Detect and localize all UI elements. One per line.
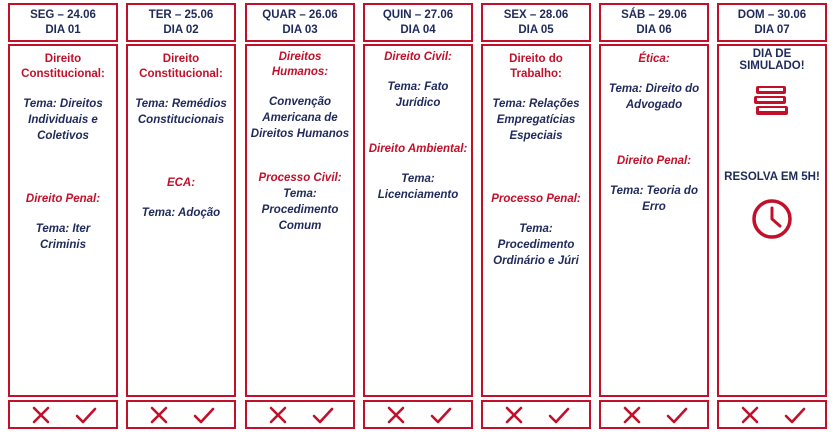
topic-label: Processo Civil: Tema: Procedimento Comum	[258, 172, 342, 232]
day-column-7	[717, 0, 827, 432]
day-date: QUIN – 27.06	[382, 8, 454, 21]
books-icon	[722, 84, 822, 123]
resolva-label: RESOLVA EM 5H!	[724, 171, 820, 183]
day-date: QUAR – 26.06	[262, 8, 338, 21]
x-icon[interactable]	[739, 404, 761, 426]
topic-label: Tema: Direito do Advogado	[608, 83, 700, 111]
topic-label: Tema: Fato Jurídico	[387, 81, 449, 109]
day-content	[363, 44, 473, 397]
check-icon[interactable]	[784, 404, 806, 426]
check-icon[interactable]	[193, 404, 215, 426]
check-icon[interactable]	[430, 404, 452, 426]
day-number: DIA 02	[163, 23, 199, 36]
topic-label: Convenção Americana de Direitos Humanos	[250, 96, 350, 140]
day-number: DIA 05	[518, 23, 554, 36]
day-column-2	[126, 0, 236, 432]
topic-label: Tema: Teoria do Erro	[610, 185, 698, 213]
subject-label: Direito Penal:	[25, 193, 101, 205]
day-column-1	[8, 0, 118, 432]
topic-label: Tema: Procedimento Ordinário e Júri	[493, 223, 579, 267]
day-footer	[245, 400, 355, 429]
topic-label: Tema: Direitos Individuais e Coletivos	[23, 98, 103, 142]
day-footer	[8, 400, 118, 429]
topic-label: Tema: Licenciamento	[377, 173, 459, 201]
day-header	[126, 3, 236, 42]
day-content	[245, 44, 355, 397]
day-column-3	[245, 0, 355, 432]
check-icon[interactable]	[312, 404, 334, 426]
topic-label: Tema: Adoção	[141, 207, 221, 219]
day-column-4	[363, 0, 473, 432]
check-icon[interactable]	[548, 404, 570, 426]
clock-icon	[722, 196, 822, 247]
check-icon[interactable]	[75, 404, 97, 426]
subject-label: ECA:	[166, 177, 196, 189]
day-date: TER – 25.06	[148, 8, 214, 21]
subject-label: Direito Ambiental:	[368, 143, 468, 155]
day-column-6	[599, 0, 709, 432]
subject-label: Ética:	[638, 53, 670, 65]
day-number: DIA 03	[282, 23, 318, 36]
day-footer	[717, 400, 827, 429]
subject-label: Direito do Trabalho:	[509, 53, 563, 80]
topic-label: Tema: Relações Empregatícias Especiais	[492, 98, 580, 142]
x-icon[interactable]	[503, 404, 525, 426]
day-header	[481, 3, 591, 42]
subject-label: Direito Penal:	[616, 155, 692, 167]
day-footer	[363, 400, 473, 429]
day-header	[599, 3, 709, 42]
day-footer	[599, 400, 709, 429]
day-header	[8, 3, 118, 42]
simulado-label: DIA DE SIMULADO!	[739, 48, 805, 72]
day-content	[8, 44, 118, 397]
day-header	[245, 3, 355, 42]
day-content	[481, 44, 591, 397]
day-number: DIA 06	[636, 23, 672, 36]
day-number: DIA 01	[45, 23, 81, 36]
day-date: DOM – 30.06	[737, 8, 807, 21]
topic-label: Tema: Remédios Constitucionais	[135, 98, 227, 126]
day-content	[599, 44, 709, 397]
day-header	[363, 3, 473, 42]
day-content	[126, 44, 236, 397]
day-header	[717, 3, 827, 42]
subject-label: Processo Penal:	[491, 193, 581, 205]
day-footer	[126, 400, 236, 429]
x-icon[interactable]	[30, 404, 52, 426]
day-footer	[481, 400, 591, 429]
day-date: SEG – 24.06	[30, 8, 96, 21]
x-icon[interactable]	[148, 404, 170, 426]
subject-label: Direito Constitucional:	[139, 53, 223, 80]
topic-label: Tema: Iter Criminis	[35, 223, 91, 251]
x-icon[interactable]	[385, 404, 407, 426]
day-number: DIA 04	[400, 23, 436, 36]
x-icon[interactable]	[267, 404, 289, 426]
day-number: DIA 07	[754, 23, 790, 36]
day-date: SEX – 28.06	[503, 8, 569, 21]
day-content	[717, 44, 827, 397]
day-date: SÁB – 29.06	[621, 8, 687, 21]
subject-label: Direito Constitucional:	[21, 53, 105, 80]
subject-label: Processo Civil:	[258, 172, 342, 184]
subject-label: Direitos Humanos:	[271, 51, 329, 78]
day-column-5	[481, 0, 591, 432]
check-icon[interactable]	[666, 404, 688, 426]
subject-label: Direito Civil:	[384, 51, 452, 63]
x-icon[interactable]	[621, 404, 643, 426]
